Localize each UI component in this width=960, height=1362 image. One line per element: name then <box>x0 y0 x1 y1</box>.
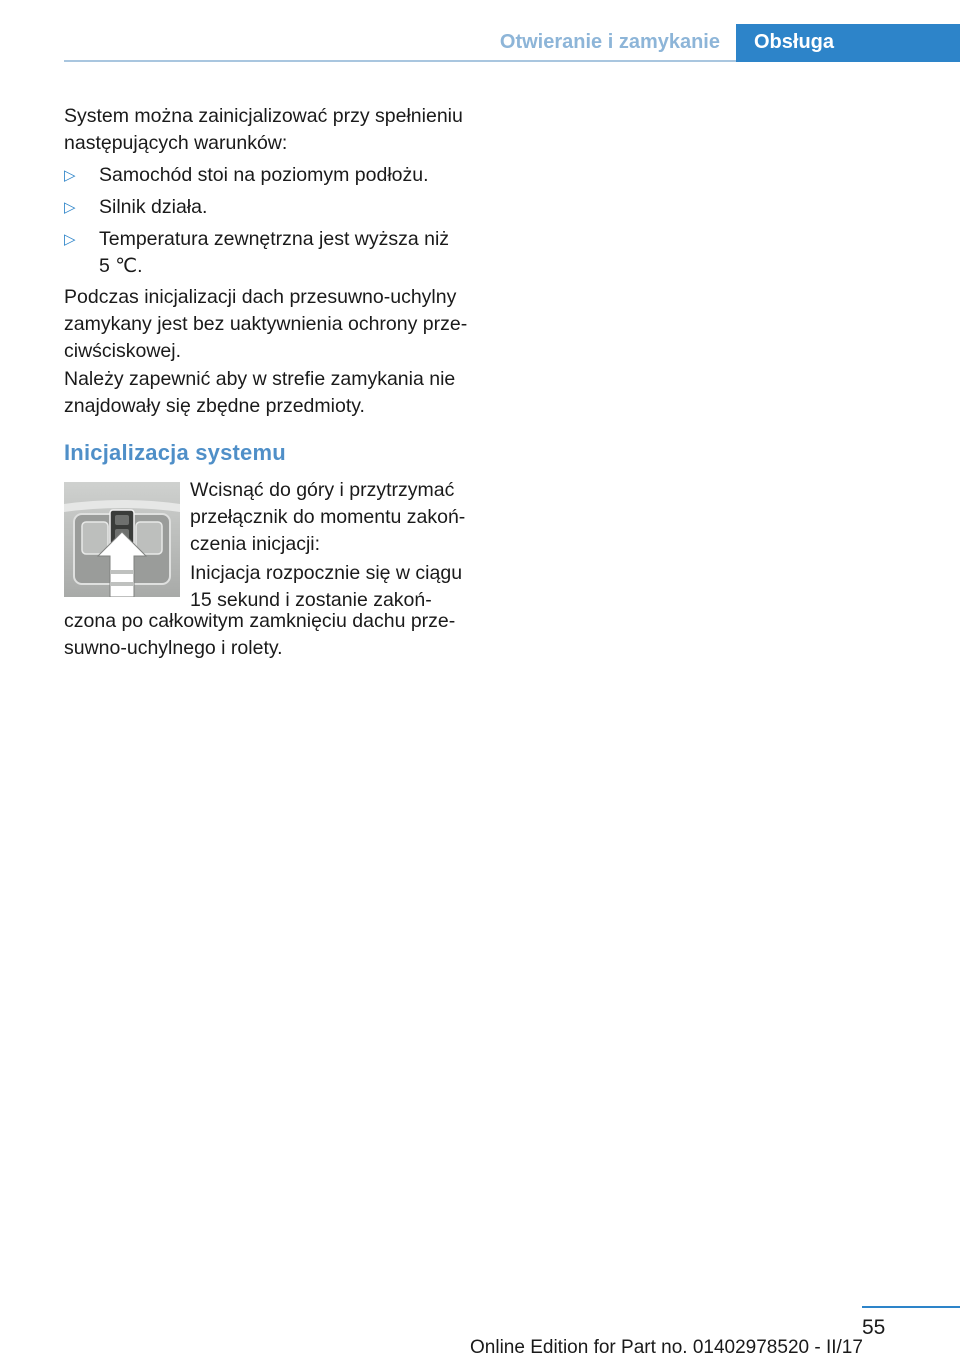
text-line: suwno-uchylnego i rolety. <box>64 637 283 659</box>
text-line: Temperatura zewnętrzna jest wyższa niż <box>99 228 450 250</box>
text-line: 5 ℃. <box>99 255 143 277</box>
instruction-paragraph <box>190 477 480 558</box>
note-paragraph-end <box>64 608 484 662</box>
text-line: 15 sekund i zostanie zakoń- <box>190 589 432 611</box>
text-line: Samochód stoi na poziomym podłożu. <box>99 164 429 186</box>
section-heading: Inicjalizacja systemu <box>64 440 286 465</box>
page-number: 55 <box>862 1316 886 1339</box>
header-section-title: Otwieranie i zamykanie <box>499 31 720 53</box>
text-line: Wcisnąć do góry i przytrzymać <box>190 479 455 501</box>
text-line: następujących warunków: <box>64 132 288 154</box>
note-paragraph-start <box>190 560 480 614</box>
text-line: przełącznik do momentu zakoń- <box>190 506 466 528</box>
paragraph <box>64 284 484 365</box>
switch-illustration <box>64 482 180 597</box>
text-line: Podczas inicjalizacji dach przesuwno-uchylny <box>64 286 457 308</box>
text-line: czenia inicjacji: <box>190 533 321 555</box>
text-line: ciwściskowej. <box>64 340 182 362</box>
text-line: znajdowały się zbędne przedmioty. <box>64 395 365 417</box>
text-line: Należy zapewnić aby w strefie zamykania nie <box>64 368 456 390</box>
paragraph <box>64 366 484 420</box>
edition-note: Online Edition for Part no. 01402978520 - II/17 <box>470 1337 863 1358</box>
footer-rule <box>862 1306 960 1308</box>
text-line: Silnik działa. <box>99 196 208 218</box>
header-chapter-label: Obsługa <box>754 31 835 53</box>
text-line: zamykany jest bez uaktywnienia ochrony prze- <box>64 313 468 335</box>
triangle-bullet-icon: ▷ <box>64 231 76 248</box>
intro-paragraph <box>64 103 484 157</box>
triangle-bullet-icon: ▷ <box>64 167 76 184</box>
triangle-bullet-icon: ▷ <box>64 199 76 216</box>
text-line: Inicjacja rozpocznie się w ciągu <box>190 562 463 584</box>
text-line: System można zainicjalizować przy spełnieniu <box>64 105 463 127</box>
text-line: czona po całkowitym zamknięciu dachu prze- <box>64 610 456 632</box>
header-chapter-tab <box>736 24 960 62</box>
